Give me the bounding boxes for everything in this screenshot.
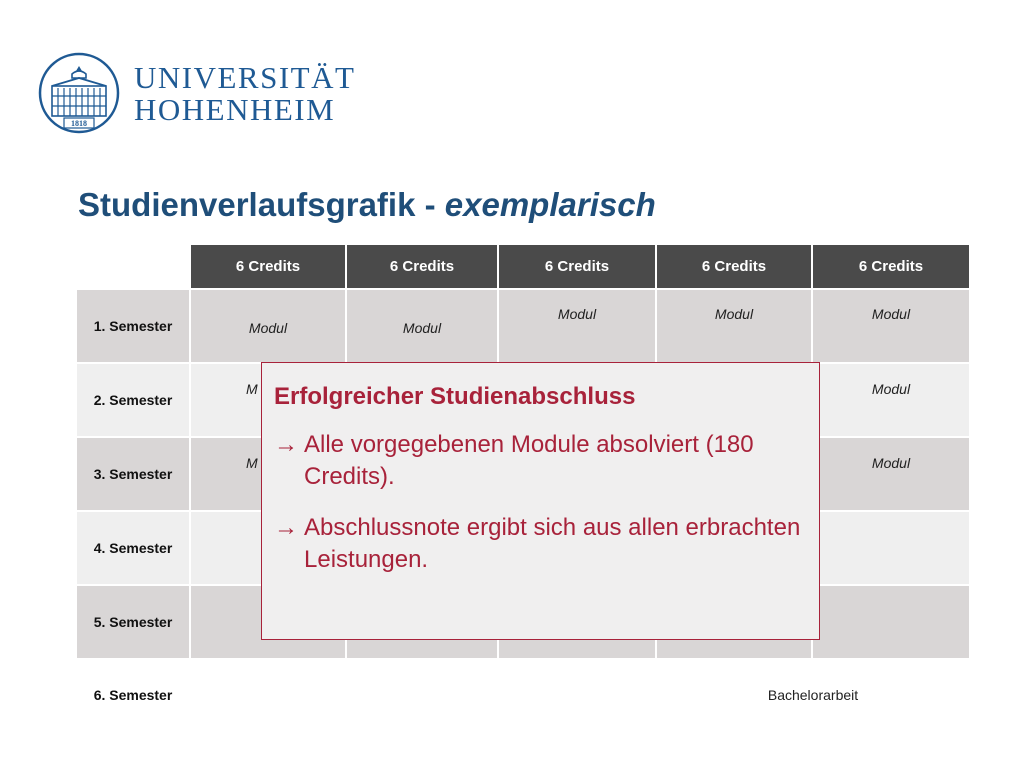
module-cell [813,512,969,584]
thesis-cell [657,659,969,731]
university-name-line2: HOHENHEIM [134,92,336,127]
university-name-line1: UNIVERSITÄT [134,60,356,95]
credits-header: 6 Credits [499,245,655,288]
module-cell [191,659,345,731]
graduation-info-bullet-text: Alle vorgegebenen Module absolviert (180 Credits). [304,431,754,490]
module-label: Modul [248,320,288,336]
semester-label: 6. Semester [77,659,189,731]
graduation-info-title: Erfolgreicher Studienabschluss [274,383,636,410]
title-main: Studienverlaufsgrafik - [78,186,445,223]
module-label: Modul [871,455,911,471]
semester-label: 2. Semester [77,364,189,436]
graduation-info-bullet-text: Abschlussnote ergibt sich aus allen erbrachten Leistungen. [304,514,801,573]
module-cell [499,290,655,362]
module-cell [347,290,497,362]
semester-label: 1. Semester [77,290,189,362]
module-label: Modul [714,306,754,322]
credits-header: 6 Credits [347,245,497,288]
seal-year: 1818 [71,119,87,128]
module-cell [813,364,969,436]
graduation-info-bullet [274,512,807,576]
module-cell [191,290,345,362]
module-cell [813,290,969,362]
graduation-info-bullet [274,429,807,493]
graduation-info-box [261,362,820,640]
credits-header: 6 Credits [657,245,811,288]
title-emphasis: exemplarisch [444,186,656,223]
module-cell [347,659,497,731]
semester-label: 4. Semester [77,512,189,584]
arrow-right-icon: → [274,514,298,541]
module-label: Modul [402,320,442,336]
module-label: Modul [871,381,911,397]
semester-label: 5. Semester [77,586,189,658]
semester-label: 3. Semester [77,438,189,510]
arrow-right-icon: → [274,431,298,458]
credits-header: 6 Credits [191,245,345,288]
module-label: Modul [871,306,911,322]
module-label: M [246,381,258,397]
module-cell [813,586,969,658]
thesis-label: Bachelorarbeit [767,687,859,703]
module-label: Modul [557,306,597,322]
module-label: M [246,455,258,471]
credits-header: 6 Credits [813,245,969,288]
module-cell [657,290,811,362]
module-cell [499,659,655,731]
module-cell [813,438,969,510]
